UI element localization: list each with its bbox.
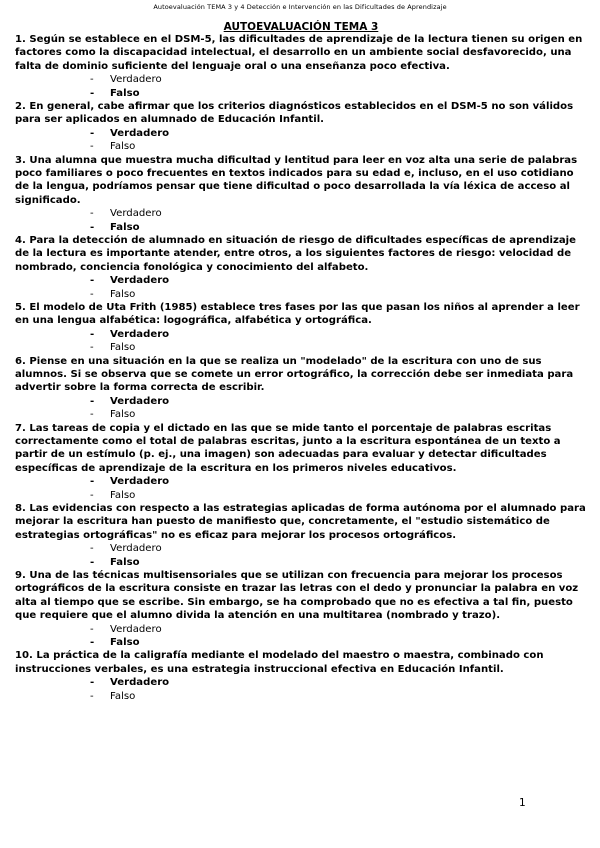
- question-block: [15, 422, 587, 502]
- running-header: Autoevaluación TEMA 3 y 4 Detección e Intervención en las Dificultades de Aprendizaje: [153, 3, 447, 11]
- question-text: 4. Para la detección de alumnado en situación de riesgo de dificultades específicas de aprendizaje de la lectura es importante atender, entre otros, a los siguientes factores de riesgo: velocidad de nombrado, conciencia fonológica y conocimiento del alfabeto.: [15, 235, 576, 273]
- bullet-dash: -: [90, 677, 95, 689]
- bullet-dash: -: [90, 87, 95, 99]
- answer-options: [15, 475, 587, 502]
- option-falso: [15, 288, 587, 301]
- bullet-dash: -: [90, 275, 95, 287]
- question-block: [15, 154, 587, 234]
- answer-options: [15, 623, 587, 650]
- answer-options: [15, 542, 587, 569]
- option-falso: [15, 87, 587, 100]
- answer-options: [15, 395, 587, 422]
- bullet-dash: -: [90, 208, 94, 220]
- option-falso: [15, 636, 587, 649]
- option-label: Verdadero: [110, 543, 162, 555]
- question-block: [15, 502, 587, 569]
- bullet-dash: -: [90, 690, 94, 702]
- quiz-content: [15, 20, 587, 703]
- option-label: Falso: [110, 409, 136, 421]
- option-falso: [15, 140, 587, 153]
- bullet-dash: -: [90, 395, 95, 407]
- bullet-dash: -: [90, 342, 94, 354]
- option-falso: [15, 489, 587, 502]
- option-verdadero: [15, 395, 587, 408]
- question-block: [15, 649, 587, 703]
- question-text: 8. Las evidencias con respecto a las estrategias aplicadas de forma autónoma por el alumnado para mejorar la escritura han puesto de manifiesto que, concretamente, el "estudio sistemático de estrategias ortográficas" no es eficaz para mejorar los procesos ortográficos.: [15, 503, 586, 541]
- option-label: Falso: [110, 221, 140, 233]
- option-label: Falso: [110, 342, 136, 354]
- option-verdadero: [15, 207, 587, 220]
- bullet-dash: -: [90, 141, 94, 153]
- option-falso: [15, 341, 587, 354]
- answer-options: [15, 274, 587, 301]
- bullet-dash: -: [90, 623, 94, 635]
- option-label: Verdadero: [110, 677, 170, 689]
- option-verdadero: [15, 73, 587, 86]
- option-label: Falso: [110, 87, 140, 99]
- option-label: Falso: [110, 141, 136, 153]
- option-verdadero: [15, 274, 587, 287]
- question-block: [15, 33, 587, 100]
- option-verdadero: [15, 475, 587, 488]
- answer-options: [15, 127, 587, 154]
- question-text: 10. La práctica de la caligrafía mediante el modelado del maestro o maestra, combinado con instrucciones verbales, es una estrategia instruccional efectiva en Educación Infantil.: [15, 650, 544, 675]
- bullet-dash: -: [90, 328, 95, 340]
- option-label: Falso: [110, 288, 136, 300]
- bullet-dash: -: [90, 127, 95, 139]
- option-label: Verdadero: [110, 74, 162, 86]
- question-text: 1. Según se establece en el DSM-5, las dificultades de aprendizaje de la lectura tienen su origen en factores como la discapacidad intelectual, el desarrollo en un ambiente social desfavorecido, una falta de dominio suficiente del lenguaje oral o una enseñanza poco efectiva.: [15, 34, 583, 72]
- answer-options: [15, 73, 587, 100]
- answer-options: [15, 207, 587, 234]
- option-label: Verdadero: [110, 328, 170, 340]
- answer-options: [15, 676, 587, 703]
- question-text: 3. Una alumna que muestra mucha dificultad y lentitud para leer en voz alta una serie de palabras poco familiares o poco frecuentes en textos indicados para su edad e, incluso, en el uso cotidiano de la lengua, podríamos pensar que tiene dificultad o poco desarrollada la vía léxica de acceso al significado.: [15, 154, 578, 206]
- answer-options: [15, 328, 587, 355]
- bullet-dash: -: [90, 409, 94, 421]
- page-title: AUTOEVALUACIÓN TEMA 3: [223, 21, 379, 33]
- question-block: [15, 100, 587, 154]
- question-block: [15, 234, 587, 301]
- bullet-dash: -: [90, 543, 94, 555]
- bullet-dash: -: [90, 556, 95, 568]
- bullet-dash: -: [90, 74, 94, 86]
- option-label: Verdadero: [110, 623, 162, 635]
- option-label: Falso: [110, 690, 136, 702]
- option-label: Falso: [110, 556, 140, 568]
- option-label: Verdadero: [110, 208, 162, 220]
- option-falso: [15, 408, 587, 421]
- question-text: 2. En general, cabe afirmar que los criterios diagnósticos establecidos en el DSM-5 no son válidos para ser aplicados en alumnado de Educación Infantil.: [15, 101, 574, 126]
- option-verdadero: [15, 676, 587, 689]
- bullet-dash: -: [90, 637, 95, 649]
- question-text: 6. Piense en una situación en la que se realiza un "modelado" de la escritura con uno de sus alumnos. Si se observa que se comete un error ortográfico, la corrección debe ser inmediata para advertir sobre la forma correcta de escribir.: [15, 355, 574, 394]
- option-label: Verdadero: [110, 476, 170, 488]
- option-falso: [15, 690, 587, 703]
- option-label: Falso: [110, 637, 140, 649]
- question-text: 9. Una de las técnicas multisensoriales que se utilizan con frecuencia para mejorar los procesos ortográficos de la escritura consiste en trazar las letras con el dedo y pronunciar la palabra en voz alta al tiempo que se escribe. Sin embargo, se ha comprobado que no es efectiva a tal fin, puesto que requiere que el alumno divida la atención en una multitarea (nombrado y trazo).: [15, 570, 579, 622]
- question-block: [15, 301, 587, 355]
- question-text: 5. El modelo de Uta Frith (1985) establece tres fases por las que pasan los niños al aprender a leer en una lengua alfabética: logográfica, alfabética y ortográfica.: [15, 302, 580, 327]
- option-verdadero: [15, 623, 587, 636]
- option-verdadero: [15, 542, 587, 555]
- bullet-dash: -: [90, 221, 95, 233]
- question-text: 7. Las tareas de copia y el dictado en las que se mide tanto el porcentaje de palabras escritas correctamente como el total de palabras escritas, junto a la escritura espontánea de un texto a partir de un estímulo (p. ej., una imagen) son adecuadas para evaluar y detectar dificultades específicas de aprendizaje de la escritura en los primeros niveles educativos.: [15, 422, 561, 474]
- question-block: [15, 569, 587, 649]
- option-verdadero: [15, 328, 587, 341]
- option-label: Verdadero: [110, 275, 170, 287]
- option-label: Verdadero: [110, 127, 170, 139]
- option-label: Verdadero: [110, 395, 170, 407]
- option-verdadero: [15, 127, 587, 140]
- bullet-dash: -: [90, 288, 94, 300]
- question-list: [15, 33, 587, 703]
- option-falso: [15, 221, 587, 234]
- bullet-dash: -: [90, 476, 95, 488]
- option-falso: [15, 556, 587, 569]
- option-label: Falso: [110, 489, 136, 501]
- page-number: 1: [519, 797, 526, 809]
- bullet-dash: -: [90, 489, 94, 501]
- question-block: [15, 355, 587, 422]
